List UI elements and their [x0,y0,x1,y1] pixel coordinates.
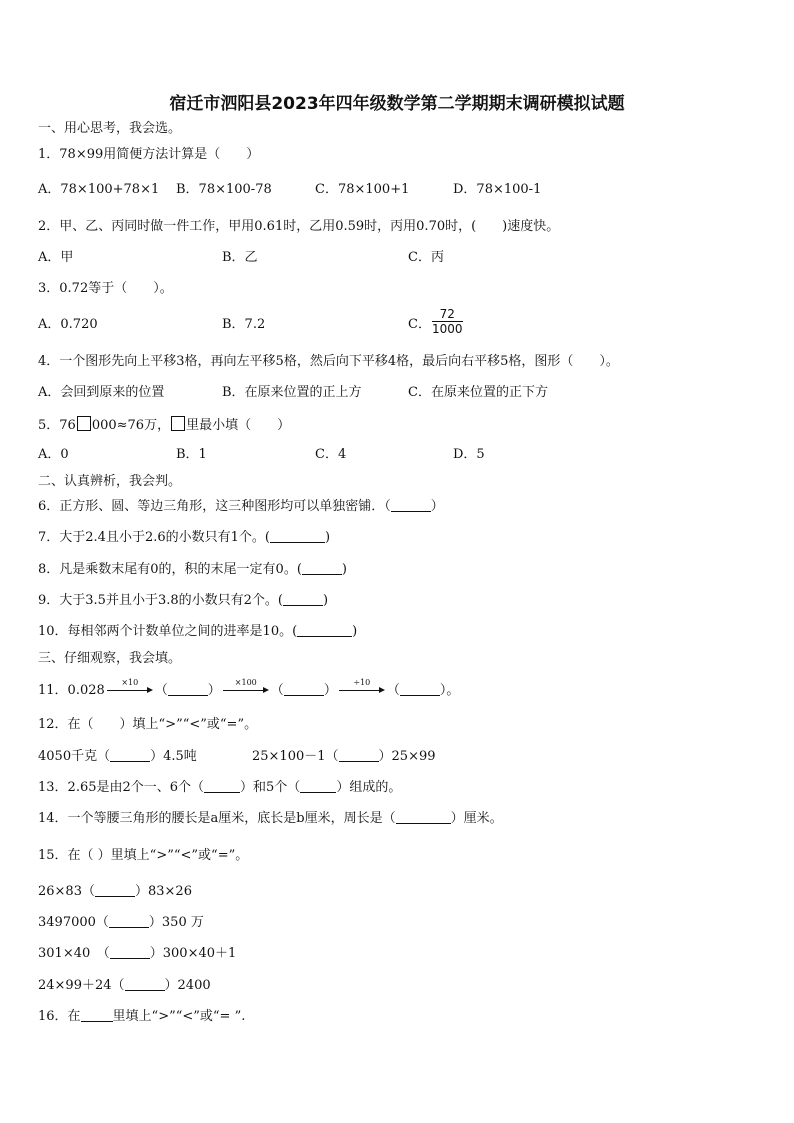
section-heading-3: 三、仔细观察，我会填。 [38,651,182,666]
q1-option-d: D．78×100-1 [453,182,542,197]
question-14 [38,811,503,827]
arrow-label: ×100 [234,678,257,687]
question-5 [38,416,290,434]
q15-row [38,884,192,900]
answer-blank[interactable] [396,811,451,824]
q16-text-b: 里填上“>”“<”或“= ”. [112,1009,246,1024]
q12-right-text: 25×100－1（ [252,749,339,764]
q1-option-b: B．78×100-78 [176,182,272,197]
q15-row [38,978,211,994]
empty-box-icon [77,416,91,431]
question-6 [38,499,444,515]
q15-row-text: 24×99＋24（ [38,978,125,993]
answer-blank[interactable] [283,593,323,606]
answer-blank[interactable] [168,683,208,696]
q12-right [252,749,436,765]
q2-option-c: C．丙 [408,250,444,265]
answer-blank[interactable] [297,624,352,637]
q7-text: 7．大于2.4且小于2.6的小数只有1个。( [38,530,270,545]
q15-row-end: ）350 万 [148,915,204,930]
q5-suffix: 里最小填（ ） [186,418,291,433]
q4-option-b: B．在原来位置的正上方 [222,385,362,400]
question-10 [38,624,357,640]
q15-row [38,946,236,962]
q16-text-a: 16．在 [38,1009,81,1024]
q8-text: 8．凡是乘数末尾有0的，积的末尾一定有0。( [38,562,302,577]
q3-option-c: C． [408,317,431,332]
answer-blank[interactable] [400,683,440,696]
question-4: 4．一个图形先向上平移3格，再向左平移5格，然后向下平移4格，最后向右平移5格，图形（ ）。 [38,354,619,369]
fraction-denominator: 1000 [432,322,463,336]
q5-option-c: C．4 [315,447,347,462]
q1-option-c: C．78×100+1 [315,182,410,197]
arrow-label: ÷10 [353,678,371,687]
q13-text-b: ）和5个（ [240,780,301,795]
q11-start: 11．0.028 [38,683,105,698]
question-3: 3．0.72等于（ ）。 [38,281,173,296]
q4-option-c: C．在原来位置的正下方 [408,385,548,400]
paren-close: ） [323,683,337,698]
q12-left-text: 4050千克（ [38,749,111,764]
arrow-icon [107,678,153,697]
q2-option-a: A．甲 [38,250,74,265]
question-7 [38,530,330,546]
page-title: 宿迁市泗阳县2023年四年级数学第二学期期末调研模拟试题 [169,94,625,114]
q10-end: ) [352,624,358,639]
q11-end: ）。 [439,683,460,698]
answer-blank[interactable] [125,978,165,991]
fraction-numerator: 72 [432,307,463,322]
q15-row-end: ）83×26 [134,884,192,899]
question-13 [38,780,401,796]
q14-text-b: ）厘米。 [450,811,503,826]
paren-open: （ [386,683,400,698]
q3-option-b: B．7.2 [222,317,266,332]
arrow-label: ×10 [121,678,139,687]
answer-blank[interactable] [300,780,336,793]
q12-right-end: ）25×99 [378,749,436,764]
answer-blank[interactable] [110,749,150,762]
q5-middle: 000≈76万， [91,418,171,433]
q6-text: 6．正方形、圆、等边三角形，这三种图形均可以单独密铺．（ [38,499,391,514]
q14-text-a: 14．一个等腰三角形的腰长是a厘米，底长是b厘米，周长是（ [38,811,396,826]
section-heading-2: 二、认真辨析，我会判。 [38,474,182,489]
q5-prefix: 5．76 [38,418,76,433]
q5-option-a: A．0 [38,447,69,462]
answer-blank[interactable] [339,749,379,762]
q15-row [38,915,204,931]
q15-row-end: ）2400 [164,978,211,993]
answer-blank[interactable] [95,884,135,897]
question-11 [38,678,460,699]
empty-box-icon [171,416,185,431]
q10-text: 10．每相邻两个计数单位之间的进率是10。( [38,624,298,639]
q15-row-text: 301×40 （ [38,946,110,961]
answer-blank[interactable] [391,499,431,512]
q12-left-end: ）4.5吨 [150,749,197,764]
question-16 [38,1009,245,1025]
answer-blank[interactable] [110,946,150,959]
q15-row-end: ）300×40＋1 [149,946,237,961]
question-15: 15．在（ ）里填上“>”“<”或“=”。 [38,848,249,863]
q3-fraction [432,307,463,337]
q4-option-a: A．会回到原来的位置 [38,385,165,400]
q9-text: 9．大于3.5并且小于3.8的小数只有2个。( [38,593,283,608]
paren-open: （ [154,683,168,698]
paren-open: （ [270,683,284,698]
q13-text-a: 13．2.65是由2个一、6个（ [38,780,205,795]
question-12: 12．在（ ）填上“>”“<”或“=”。 [38,717,258,732]
q9-end: ) [322,593,329,608]
q15-row-text: 26×83（ [38,884,95,899]
answer-blank[interactable] [284,683,324,696]
section-heading-1: 一、用心思考，我会选。 [38,121,182,136]
arrow-icon [339,678,385,697]
answer-blank[interactable] [81,1009,113,1022]
arrow-icon [223,678,269,697]
answer-blank[interactable] [302,562,342,575]
question-2: 2．甲、乙、丙同时做一件工作，甲用0.61时，乙用0.59时，丙用0.70时，( )速度快。 [38,219,560,234]
answer-blank[interactable] [204,780,240,793]
q1-option-a: A．78×100+78×1 [38,182,160,197]
q5-option-b: B．1 [176,447,207,462]
q13-text-c: ）组成的。 [336,780,402,795]
answer-blank[interactable] [109,915,149,928]
q2-option-b: B．乙 [222,250,258,265]
question-9 [38,593,328,609]
question-8 [38,562,347,578]
q6-end: ） [430,499,444,514]
q7-end: ) [324,530,331,545]
q15-row-text: 3497000（ [38,915,109,930]
q12-left [38,749,197,765]
paren-close: ） [207,683,221,698]
q3-option-a: A．0.720 [38,317,98,332]
answer-blank[interactable] [270,530,325,543]
question-1: 1．78×99用简便方法计算是（ ） [38,147,260,162]
q8-end: ) [341,562,347,577]
q5-option-d: D．5 [453,447,485,462]
